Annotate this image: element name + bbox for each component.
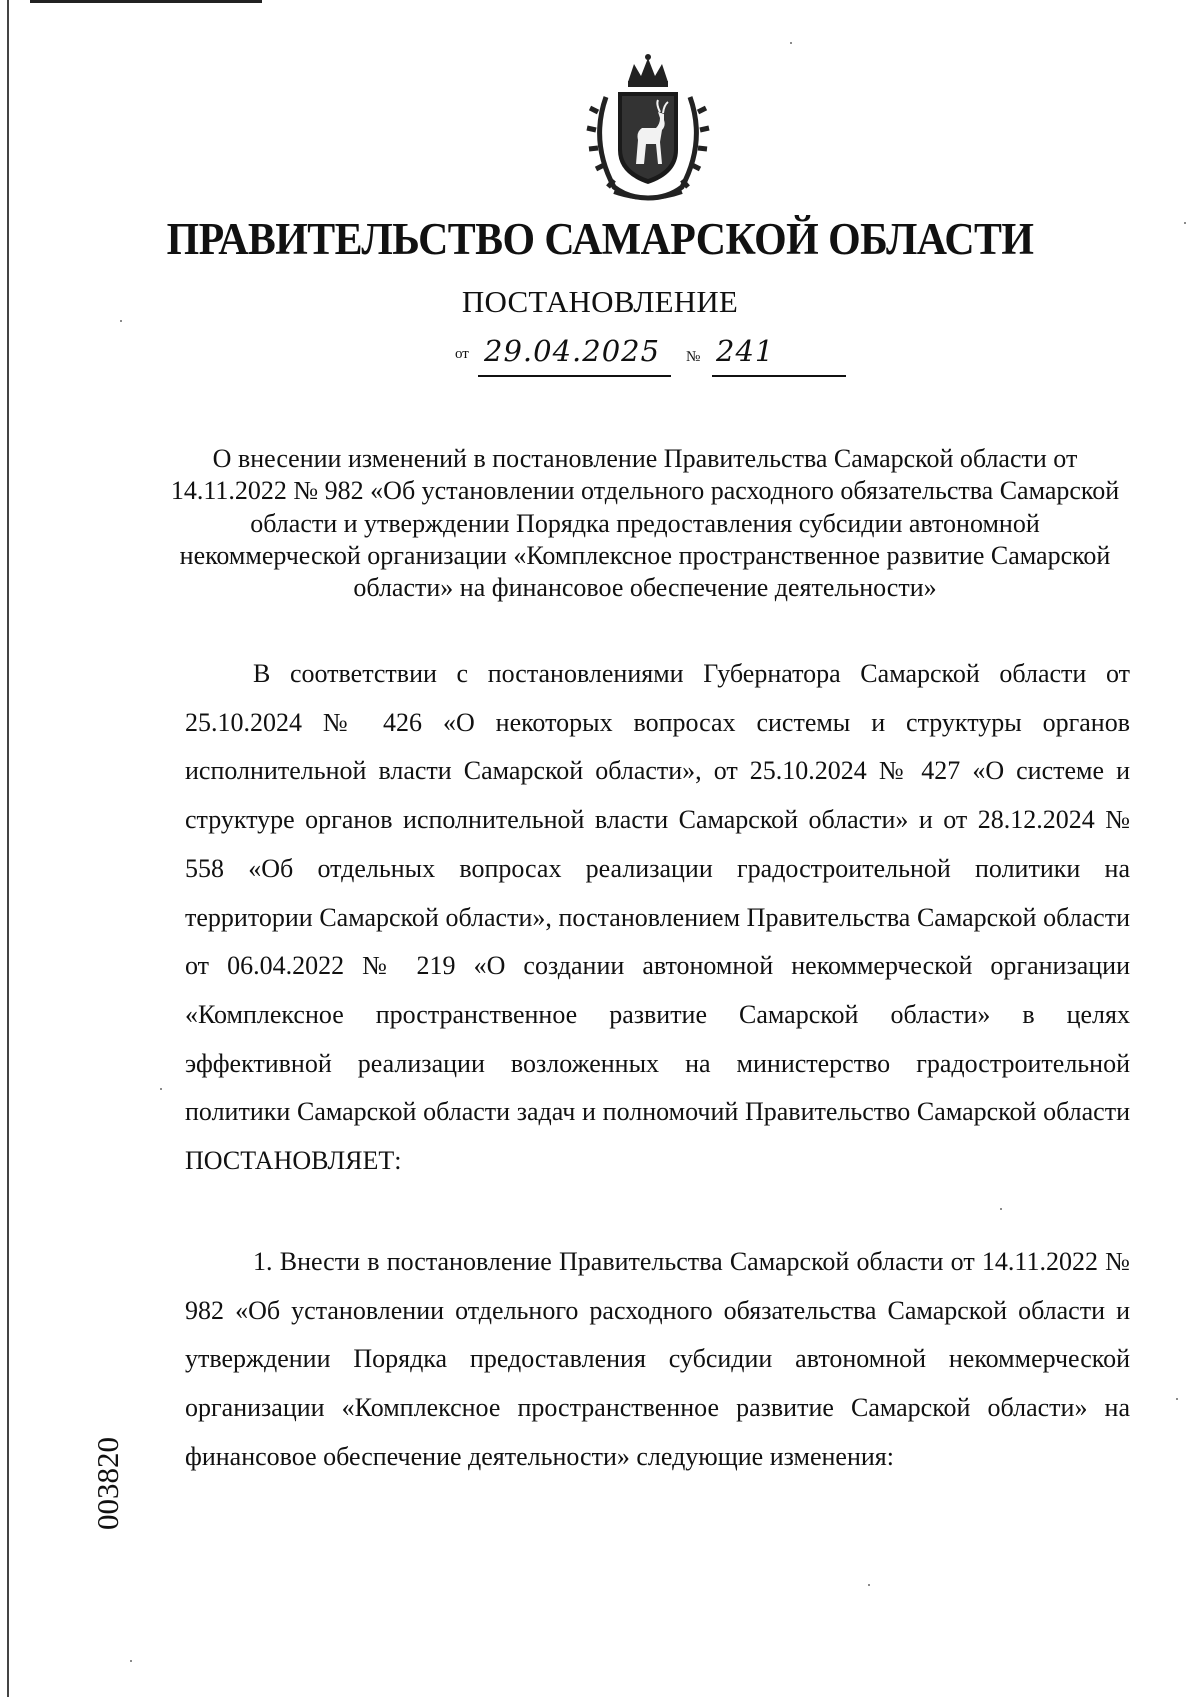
margin-stamp-number: 003820 <box>90 1437 125 1530</box>
body-paragraph-2: 1. Внести в постановление Правительства Самарской области от 14.11.2022 № 982 «Об установлении отдельного расходного обязательства Самарской области и утверждении Порядка предоставления субсидии автономной некоммерческой организации «Комплексное пространственное развитие Самарской области» на финансовое обеспечение деятельности» следующие изменения: <box>185 1247 1130 1471</box>
number-prefix: № <box>686 349 701 365</box>
handwritten-number: 241 <box>716 334 775 368</box>
scan-edge-line <box>7 0 9 1697</box>
scan-speck <box>1176 1398 1178 1400</box>
scan-speck <box>868 1584 870 1586</box>
scan-speck <box>790 42 792 44</box>
date-underline <box>478 375 671 377</box>
date-prefix: от <box>455 346 469 362</box>
document-type: ПОСТАНОВЛЕНИЕ <box>461 284 739 319</box>
date-number-line <box>455 346 469 363</box>
handwritten-date: 29.04.2025 <box>484 334 661 368</box>
scan-speck <box>1000 1208 1002 1210</box>
scan-speck <box>160 1088 162 1090</box>
document-subject: О внесении изменений в постановление Правительства Самарской области от 14.11.2022 № 982 «Об установлении отдельного расходного обязательства Самарской области и утверждении Порядка предоставления субсидии автономной некоммерческой организации «Комплексное пространственное развитие Самарской области» на финансовое обеспечение деятельности» <box>170 444 1120 603</box>
government-title: ПРАВИТЕЛЬСТВО САМАРСКОЙ ОБЛАСТИ <box>166 214 1034 264</box>
scan-speck <box>1184 222 1186 224</box>
scan-speck <box>120 320 122 322</box>
number-underline <box>712 375 846 377</box>
scan-top-mark <box>30 0 262 3</box>
scan-speck <box>130 1660 132 1662</box>
body-paragraph-1: В соответствии с постановлениями Губернатора Самарской области от 25.10.2024 № 426 «О некоторых вопросах системы и структуры органов исполнительной власти Самарской области», от 25.10.2024 № 427 «О системе и структуре органов исполнительной власти Самарской области» и от 28.12.2024 № 558 «Об отдельных вопросах реализации градостроительной политики на территории Самарской области», постановлением Правительства Самарской области от 06.04.2022 № 219 «О создании автономной некоммерческой организации «Комплексное пространственное развитие Самарской области» в целях эффективной реализации возложенных на министерство градостроительной политики Самарской области задач и полномочий Правительство Самарской области ПОСТАНОВЛЯЕТ: <box>185 659 1130 1176</box>
coat-of-arms-icon <box>584 52 712 202</box>
